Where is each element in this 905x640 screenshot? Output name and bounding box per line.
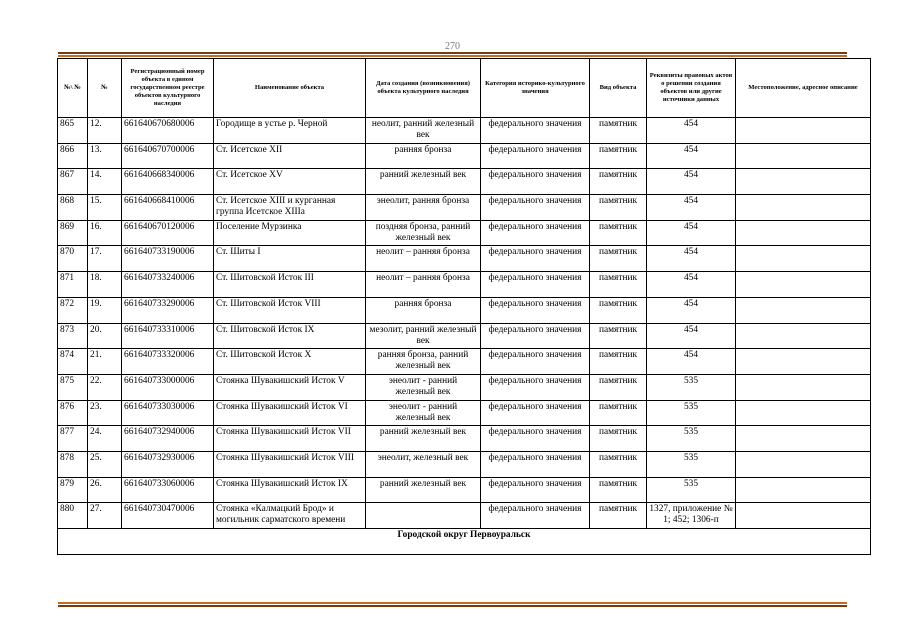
registration-number-cell: 661640668340006 xyxy=(122,169,214,195)
header-cell: Вид объекта xyxy=(590,59,647,118)
location-cell xyxy=(736,503,871,529)
category-cell: федерального значения xyxy=(481,426,590,452)
object-kind-cell: памятник xyxy=(590,220,647,246)
table-header-row xyxy=(58,59,871,118)
creation-date-cell: ранняя бронза xyxy=(366,297,481,323)
legal-acts-cell: 535 xyxy=(647,451,736,477)
location-cell xyxy=(736,143,871,169)
table-row xyxy=(58,169,871,195)
table-row xyxy=(58,220,871,246)
footer-rule xyxy=(58,602,847,607)
location-cell xyxy=(736,323,871,349)
registration-number-cell: 661640733310006 xyxy=(122,323,214,349)
sub-number-cell: 23. xyxy=(88,400,122,426)
object-name-cell: Стоянка «Калмацкий Брод» и могильник сарматского времени xyxy=(214,503,366,529)
object-kind-cell: памятник xyxy=(590,349,647,375)
table-row xyxy=(58,118,871,144)
page-number: 270 xyxy=(445,41,460,52)
location-cell xyxy=(736,246,871,272)
location-cell xyxy=(736,451,871,477)
table-row xyxy=(58,503,871,529)
location-cell xyxy=(736,220,871,246)
registration-number-cell: 661640733060006 xyxy=(122,477,214,503)
row-number-cell: 871 xyxy=(58,272,88,298)
creation-date-cell: ранний железный век xyxy=(366,426,481,452)
object-kind-cell: памятник xyxy=(590,143,647,169)
object-name-cell: Стоянка Шувакишский Исток IX xyxy=(214,477,366,503)
row-number-cell: 878 xyxy=(58,451,88,477)
table-row xyxy=(58,143,871,169)
row-number-cell: 876 xyxy=(58,400,88,426)
sub-number-cell: 17. xyxy=(88,246,122,272)
sub-number-cell: 22. xyxy=(88,374,122,400)
row-number-cell: 865 xyxy=(58,118,88,144)
registration-number-cell: 661640733030006 xyxy=(122,400,214,426)
registration-number-cell: 661640733240006 xyxy=(122,272,214,298)
row-number-cell: 867 xyxy=(58,169,88,195)
creation-date-cell: энеолит - ранний железный век xyxy=(366,400,481,426)
sub-number-cell: 15. xyxy=(88,195,122,221)
location-cell xyxy=(736,477,871,503)
legal-acts-cell: 454 xyxy=(647,246,736,272)
header-cell: Местоположение, адресное описание xyxy=(736,59,871,118)
header-rule xyxy=(58,52,847,57)
table-row xyxy=(58,195,871,221)
legal-acts-cell: 454 xyxy=(647,323,736,349)
location-cell xyxy=(736,400,871,426)
table-row xyxy=(58,477,871,503)
sub-number-cell: 24. xyxy=(88,426,122,452)
legal-acts-cell: 454 xyxy=(647,169,736,195)
object-kind-cell: памятник xyxy=(590,297,647,323)
registration-number-cell: 661640670680006 xyxy=(122,118,214,144)
header-cell: Регистрационный номер объекта в едином государственном реестре объектов культурного наследия xyxy=(122,59,214,118)
legal-acts-cell: 1327, приложение № 1; 452; 1306-п xyxy=(647,503,736,529)
creation-date-cell: неолит – ранняя бронза xyxy=(366,272,481,298)
object-name-cell: Поселение Мурзинка xyxy=(214,220,366,246)
object-kind-cell: памятник xyxy=(590,426,647,452)
row-number-cell: 874 xyxy=(58,349,88,375)
creation-date-cell: энеолит - ранний железный век xyxy=(366,374,481,400)
table-row xyxy=(58,349,871,375)
row-number-cell: 868 xyxy=(58,195,88,221)
category-cell: федерального значения xyxy=(481,400,590,426)
object-kind-cell: памятник xyxy=(590,272,647,298)
header-cell: Наименование объекта xyxy=(214,59,366,118)
object-name-cell: Стоянка Шувакишский Исток VIII xyxy=(214,451,366,477)
legal-acts-cell: 454 xyxy=(647,220,736,246)
row-number-cell: 873 xyxy=(58,323,88,349)
creation-date-cell: ранняя бронза, ранний железный век xyxy=(366,349,481,375)
sub-number-cell: 18. xyxy=(88,272,122,298)
sub-number-cell: 25. xyxy=(88,451,122,477)
object-kind-cell: памятник xyxy=(590,323,647,349)
object-name-cell: Ст. Исетское XII xyxy=(214,143,366,169)
sub-number-cell: 21. xyxy=(88,349,122,375)
legal-acts-cell: 535 xyxy=(647,426,736,452)
table-row xyxy=(58,374,871,400)
creation-date-cell: поздняя бронза, ранний железный век xyxy=(366,220,481,246)
registration-number-cell: 661640733000006 xyxy=(122,374,214,400)
object-kind-cell: памятник xyxy=(590,374,647,400)
registration-number-cell: 661640670120006 xyxy=(122,220,214,246)
object-kind-cell: памятник xyxy=(590,400,647,426)
object-name-cell: Ст. Шитовской Исток X xyxy=(214,349,366,375)
section-title: Городской округ Первоуральск xyxy=(58,529,871,555)
object-kind-cell: памятник xyxy=(590,477,647,503)
category-cell: федерального значения xyxy=(481,451,590,477)
object-name-cell: Стоянка Шувакишский Исток VII xyxy=(214,426,366,452)
location-cell xyxy=(736,272,871,298)
row-number-cell: 877 xyxy=(58,426,88,452)
legal-acts-cell: 535 xyxy=(647,374,736,400)
category-cell: федерального значения xyxy=(481,195,590,221)
legal-acts-cell: 535 xyxy=(647,477,736,503)
registration-number-cell: 661640733320006 xyxy=(122,349,214,375)
category-cell: федерального значения xyxy=(481,246,590,272)
creation-date-cell: ранний железный век xyxy=(366,169,481,195)
table-body xyxy=(58,118,871,555)
object-kind-cell: памятник xyxy=(590,118,647,144)
object-kind-cell: памятник xyxy=(590,451,647,477)
object-name-cell: Стоянка Шувакишский Исток VI xyxy=(214,400,366,426)
category-cell: федерального значения xyxy=(481,118,590,144)
object-name-cell: Городище в устье р. Черной xyxy=(214,118,366,144)
table-row xyxy=(58,323,871,349)
registration-number-cell: 661640732930006 xyxy=(122,451,214,477)
location-cell xyxy=(736,297,871,323)
object-name-cell: Стоянка Шувакишский Исток V xyxy=(214,374,366,400)
object-name-cell: Ст. Шитовской Исток VIII xyxy=(214,297,366,323)
row-number-cell: 872 xyxy=(58,297,88,323)
table-row xyxy=(58,400,871,426)
category-cell: федерального значения xyxy=(481,169,590,195)
object-name-cell: Ст. Исетское XV xyxy=(214,169,366,195)
category-cell: федерального значения xyxy=(481,220,590,246)
object-kind-cell: памятник xyxy=(590,503,647,529)
object-kind-cell: памятник xyxy=(590,195,647,221)
sub-number-cell: 16. xyxy=(88,220,122,246)
object-kind-cell: памятник xyxy=(590,246,647,272)
legal-acts-cell: 454 xyxy=(647,349,736,375)
legal-acts-cell: 454 xyxy=(647,272,736,298)
category-cell: федерального значения xyxy=(481,272,590,298)
table-row xyxy=(58,451,871,477)
header-cell: №\ № xyxy=(58,59,88,118)
registration-number-cell: 661640668410006 xyxy=(122,195,214,221)
object-name-cell: Ст. Шитовской Исток III xyxy=(214,272,366,298)
registration-number-cell: 661640733190006 xyxy=(122,246,214,272)
header-cell: Категория историко-культурного значения xyxy=(481,59,590,118)
registration-number-cell: 661640732940006 xyxy=(122,426,214,452)
creation-date-cell: ранний железный век xyxy=(366,477,481,503)
legal-acts-cell: 454 xyxy=(647,297,736,323)
sub-number-cell: 12. xyxy=(88,118,122,144)
header-cell: № xyxy=(88,59,122,118)
row-number-cell: 880 xyxy=(58,503,88,529)
table-row xyxy=(58,272,871,298)
sub-number-cell: 13. xyxy=(88,143,122,169)
heritage-registry-table xyxy=(57,58,871,555)
creation-date-cell xyxy=(366,503,481,529)
creation-date-cell: неолит – ранняя бронза xyxy=(366,246,481,272)
category-cell: федерального значения xyxy=(481,143,590,169)
sub-number-cell: 19. xyxy=(88,297,122,323)
creation-date-cell: энеолит, ранняя бронза xyxy=(366,195,481,221)
sub-number-cell: 27. xyxy=(88,503,122,529)
registration-number-cell: 661640733290006 xyxy=(122,297,214,323)
location-cell xyxy=(736,195,871,221)
creation-date-cell: мезолит, ранний железный век xyxy=(366,323,481,349)
table-row xyxy=(58,246,871,272)
table-row xyxy=(58,426,871,452)
object-name-cell: Ст. Шиты I xyxy=(214,246,366,272)
creation-date-cell: неолит, ранний железный век xyxy=(366,118,481,144)
header-cell: Реквизиты правовых актов о решении создания объектов или другие источники данных xyxy=(647,59,736,118)
section-row xyxy=(58,529,871,555)
location-cell xyxy=(736,349,871,375)
registration-number-cell: 661640730470006 xyxy=(122,503,214,529)
row-number-cell: 869 xyxy=(58,220,88,246)
row-number-cell: 866 xyxy=(58,143,88,169)
location-cell xyxy=(736,426,871,452)
creation-date-cell: ранняя бронза xyxy=(366,143,481,169)
category-cell: федерального значения xyxy=(481,349,590,375)
legal-acts-cell: 454 xyxy=(647,143,736,169)
object-kind-cell: памятник xyxy=(590,169,647,195)
category-cell: федерального значения xyxy=(481,297,590,323)
sub-number-cell: 26. xyxy=(88,477,122,503)
category-cell: федерального значения xyxy=(481,477,590,503)
category-cell: федерального значения xyxy=(481,323,590,349)
creation-date-cell: энеолит, железный век xyxy=(366,451,481,477)
table-row xyxy=(58,297,871,323)
sub-number-cell: 14. xyxy=(88,169,122,195)
location-cell xyxy=(736,374,871,400)
sub-number-cell: 20. xyxy=(88,323,122,349)
legal-acts-cell: 454 xyxy=(647,195,736,221)
object-name-cell: Ст. Шитовской Исток IX xyxy=(214,323,366,349)
row-number-cell: 875 xyxy=(58,374,88,400)
legal-acts-cell: 454 xyxy=(647,118,736,144)
category-cell: федерального значения xyxy=(481,374,590,400)
location-cell xyxy=(736,118,871,144)
registration-number-cell: 661640670700006 xyxy=(122,143,214,169)
header-cell: Дата создания (возникновения) объекта культурного наследия xyxy=(366,59,481,118)
object-name-cell: Ст. Исетское XIII и курганная группа Исетское XIIIа xyxy=(214,195,366,221)
location-cell xyxy=(736,169,871,195)
category-cell: федерального значения xyxy=(481,503,590,529)
row-number-cell: 879 xyxy=(58,477,88,503)
legal-acts-cell: 535 xyxy=(647,400,736,426)
row-number-cell: 870 xyxy=(58,246,88,272)
